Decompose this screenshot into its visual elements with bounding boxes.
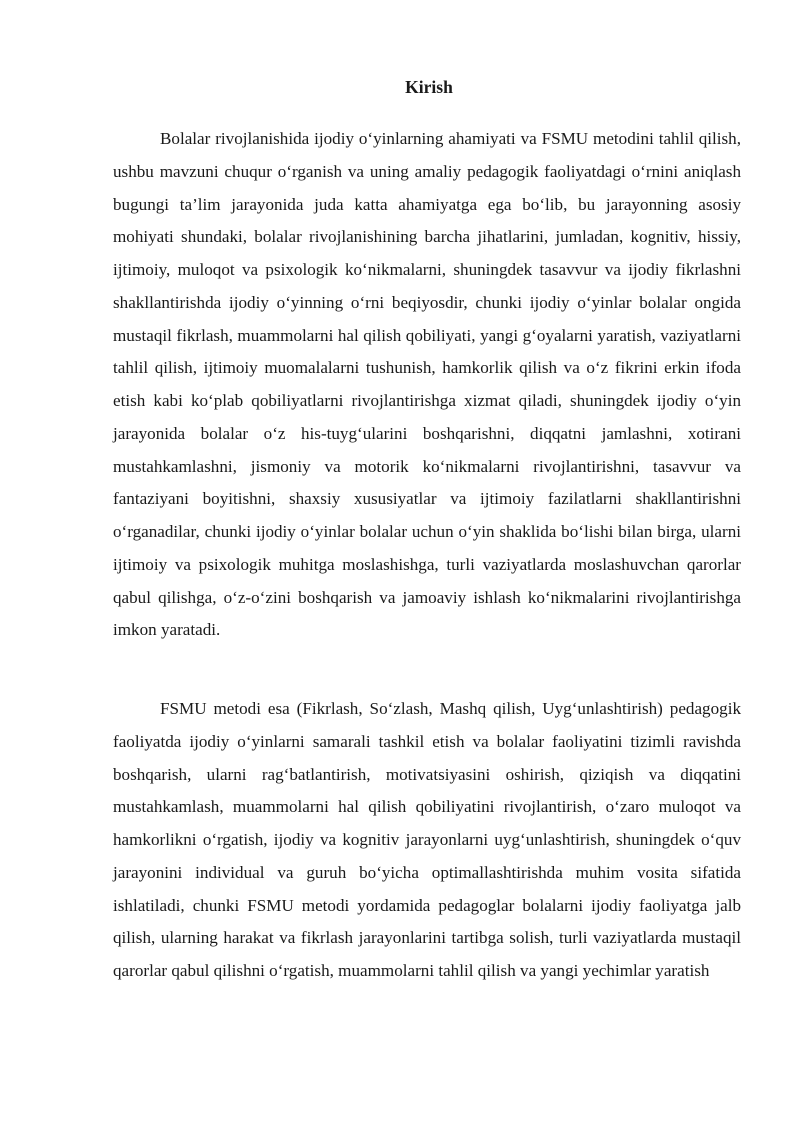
document-title: Kirish <box>405 77 453 97</box>
paragraph-1: Bolalar rivojlanishida ijodiy o‘yinlarning ahamiyati va FSMU metodini tahlil qilish, ushbu mavzuni chuqur o‘rganish va uning amaliy pedagogik faoliyatdagi o‘rnini aniqlash bugungi ta’lim jarayonida juda katta ahamiyatga ega bo‘lib, bu jarayonning asosiy mohiyati shundaki, bolalar rivojlanishining barcha jihatlarini, jumladan, kognitiv, hissiy, ijtimoiy, muloqot va psixologik ko‘nikmalarni, shuningdek tasavvur va ijodiy fikrlashni shakllantirishda ijodiy o‘yinning o‘rni beqiyosdir, chunki ijodiy o‘yinlar bolalar ongida mustaqil fikrlash, muammolarni hal qilish qobiliyati, yangi g‘oyalarni yaratish, vaziyatlarni tahlil qilish, ijtimoiy muomalalarni tushunish, hamkorlik qilish va o‘z fikrini erkin ifoda etish kabi ko‘plab qobiliyatlarni rivojlantirishga xizmat qiladi, shuningdek ijodiy o‘yin jarayonida bolalar o‘z his-tuyg‘ularini boshqarishni, diqqatni jamlashni, xotirani mustahkamlashni, jismoniy va motorik ko‘nikmalarni rivojlantirishni, tasavvur va fantaziyani boyitishni, shaxsiy xususiyatlar va ijtimoiy fazilatlarni shakllantirishni o‘rganadilar, chunki ijodiy o‘yinlar bolalar uchun o‘yin shaklida bo‘lishi bilan birga, ularni ijtimoiy va psixologik muhitga moslashishga, turli vaziyatlarda moslashuvchan qarorlar qabul qilishga, o‘z-o‘zini boshqarish va jamoaviy ishlash ko‘nikmalarini rivojlantirishga imkon yaratadi. <box>113 129 741 640</box>
paragraph-2: FSMU metodi esa (Fikrlash, So‘zlash, Mashq qilish, Uyg‘unlashtirish) pedagogik faoliyatda ijodiy o‘yinlarni samarali tashkil etish va bolalar faoliyatini tizimli ravishda boshqarish, ularni rag‘batlantirish, motivatsiyasini oshirish, qiziqish va diqqatini mustahkamlash, muammolarni hal qilish qobiliyatini rivojlantirish, o‘zaro muloqot va hamkorlikni o‘rgatish, ijodiy va kognitiv jarayonlarni uyg‘unlashtirish, shuningdek o‘quv jarayonini individual va guruh bo‘yicha optimallashtirishda muhim vosita sifatida ishlatiladi, chunki FSMU metodi yordamida pedagoglar bolalarni ijodiy faoliyatga jalb qilish, ularning harakat va fikrlash jarayonlarini tartibga solish, turli vaziyatlarda mustaqil qarorlar qabul qilishni o‘rgatish, muammolarni tahlil qilish va yangi yechimlar yaratish <box>113 699 741 980</box>
